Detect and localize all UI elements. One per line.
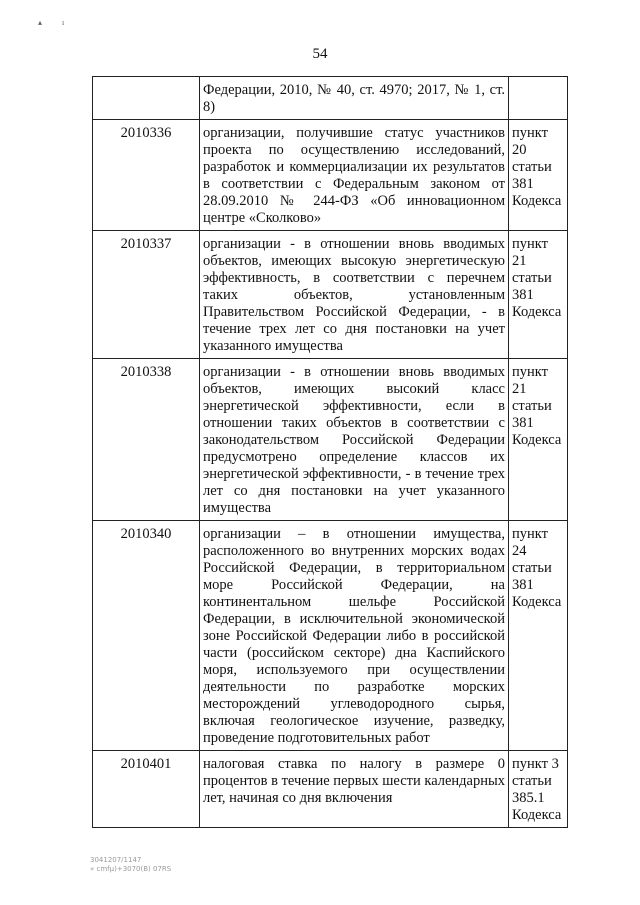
- footer-stamp-line: 3041207/1147: [90, 856, 142, 864]
- table-row: [93, 521, 568, 751]
- corner-mark-left: ▴: [38, 18, 63, 27]
- row-description: налоговая ставка по налогу в размере 0 процентов в течение первых шести календарных лет, начиная со дня включения: [200, 751, 509, 828]
- row-code: 2010337: [93, 231, 200, 359]
- row-code: 2010401: [93, 751, 200, 828]
- row-description: организации - в отношении вновь вводимых объектов, имеющих высокую энергетическую эффективность, в соответствии с перечнем таких объектов, установленным Правительством Российской Федерации, - в течение трех лет со дня постановки на учет указанного имущества: [200, 231, 509, 359]
- footer-stamp-line: « cmfµ)+3070(B) 07RS: [90, 865, 172, 873]
- table-row: [93, 120, 568, 231]
- row-description: организации – в отношении имущества, расположенного во внутренних морских водах Российской Федерации, в территориальном море Российской Федерации, на континентальном шельфе Российской Федерации, в исключительной экономической зоне Российской Федерации либо в российской части (российском секторе) дна Каспийского моря, используемого при осуществлении деятельности по разработке морских месторождений углеводородного сырья, включая геологическое изучение, разведку, проведение подготовительных работ: [200, 521, 509, 751]
- page-number: 54: [312, 46, 328, 62]
- row-code: 2010340: [93, 521, 200, 751]
- row-description: организации, получившие статус участников проекта по осуществлению исследований, разработок и коммерциализации их результатов в соответствии с Федеральным законом от 28.09.2010 № 244-ФЗ «Об инновационном центре «Сколково»: [200, 120, 509, 231]
- corner-marks: [38, 18, 84, 27]
- table-row: [93, 77, 568, 120]
- row-code: 2010338: [93, 359, 200, 521]
- row-reference: пункт 20 статьи 381 Кодекса: [509, 120, 568, 231]
- table-row: [93, 751, 568, 828]
- row-reference: [509, 77, 568, 120]
- row-code: 2010336: [93, 120, 200, 231]
- row-reference: пункт 21 статьи 381 Кодекса: [509, 359, 568, 521]
- row-description: Федерации, 2010, № 40, ст. 4970; 2017, № 1, ст. 8): [200, 77, 509, 120]
- row-reference: пункт 21 статьи 381 Кодекса: [509, 231, 568, 359]
- row-reference: пункт 24 статьи 381 Кодекса: [509, 521, 568, 751]
- footer-stamp: [90, 856, 171, 874]
- corner-mark-right: ı: [62, 18, 85, 27]
- row-reference: пункт 3 статьи 385.1 Кодекса: [509, 751, 568, 828]
- table-row: [93, 359, 568, 521]
- row-code: [93, 77, 200, 120]
- row-description: организации - в отношении вновь вводимых объектов, имеющих высокий класс энергетической эффективности, если в отношении таких объектов в соответствии с законодательством Российской Федерации предусмотрено определение классов их энергетической эффективности, - в течение трех лет со дня постановки на учет указанного имущества: [200, 359, 509, 521]
- benefits-table: [92, 76, 568, 828]
- table-row: [93, 231, 568, 359]
